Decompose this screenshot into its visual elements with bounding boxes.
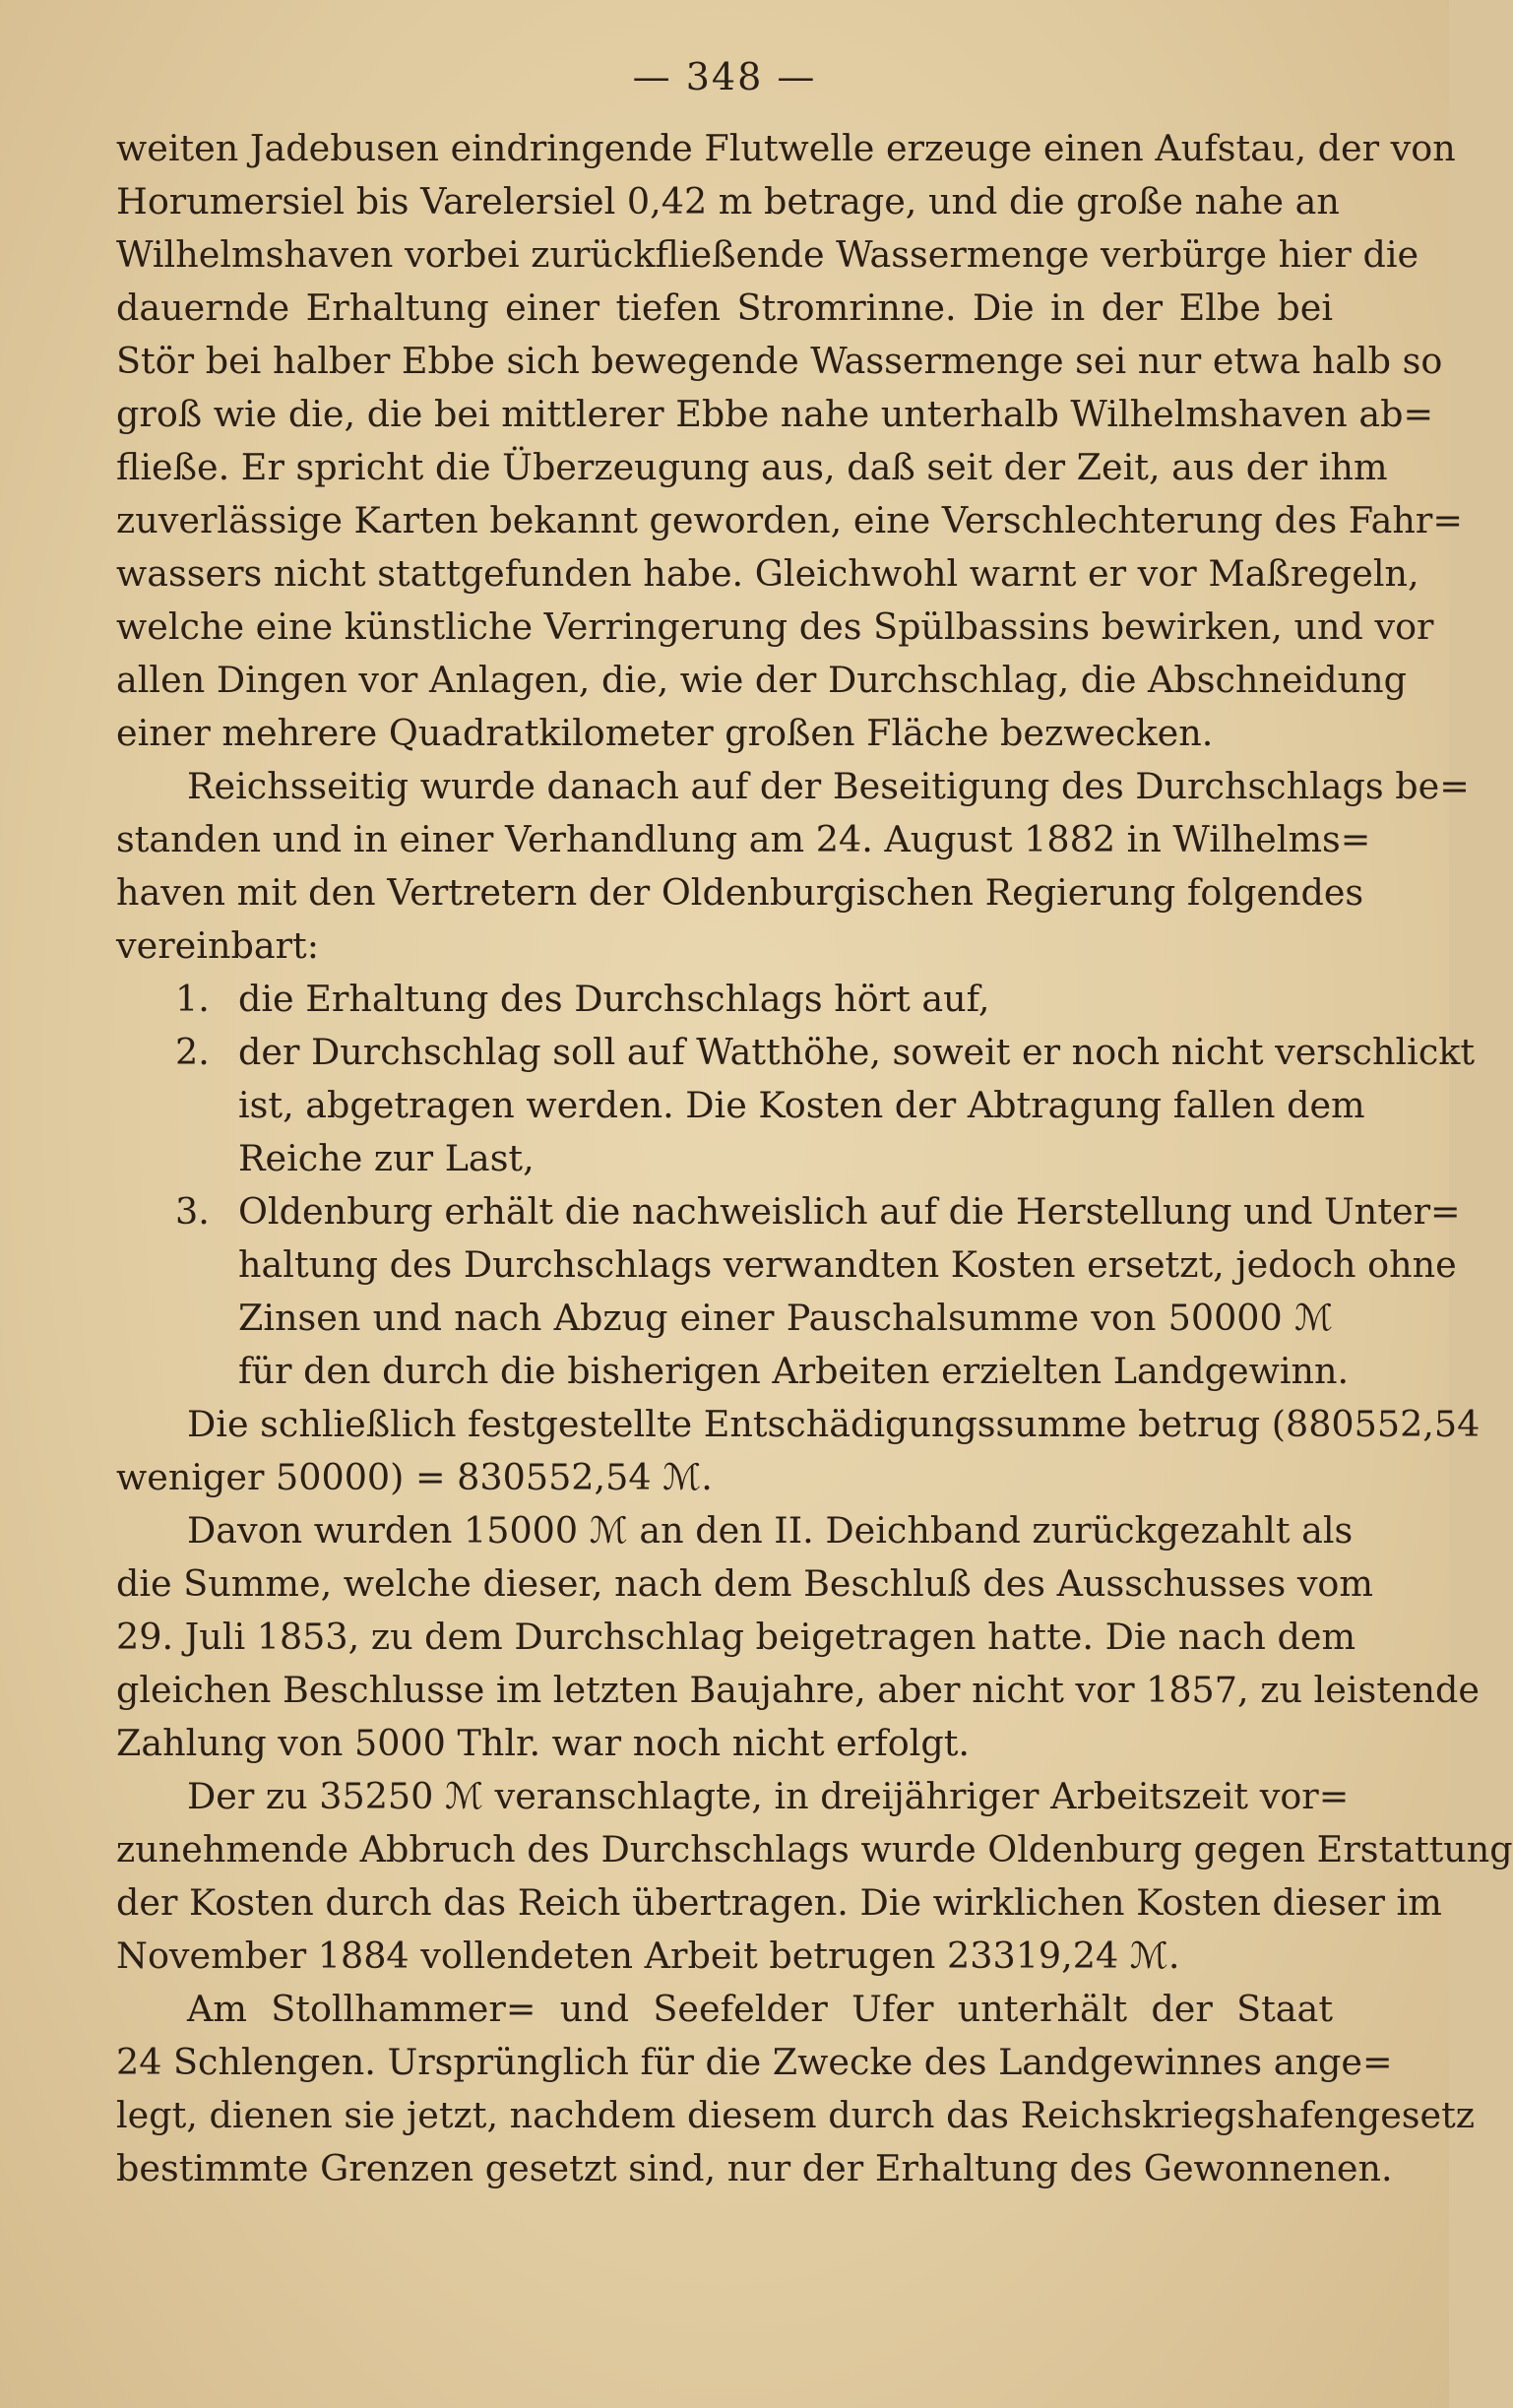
line-text: Reichsseitig wurde danach auf der Beseitigung des Durchschlags be= — [187, 765, 1470, 807]
line-text: einer mehrere Quadratkilometer großen Fläche bezwecken. — [116, 712, 1214, 754]
line-text: dauernde Erhaltung einer tiefen Stromrinne. Die in der Elbe bei — [116, 286, 1333, 329]
line-text: Oldenburg erhält die nachweislich auf die Herstellung und Unter= — [238, 1190, 1461, 1233]
line-text: die Erhaltung des Durchschlags hört auf, — [238, 978, 990, 1020]
text-line — [116, 1823, 1513, 1876]
line-text: wassers nicht stattgefunden habe. Gleichwohl warnt er vor Maßregeln, — [116, 552, 1419, 595]
line-text: gleichen Beschlusse im letzten Baujahre, aber nicht vor 1857, zu leistende — [116, 1669, 1480, 1711]
body-text — [116, 122, 1513, 2195]
text-line — [116, 388, 1434, 441]
text-line — [116, 1770, 1350, 1823]
text-line — [116, 1398, 1481, 1451]
text-line — [116, 1557, 1374, 1611]
list-number: 1. — [175, 978, 210, 1020]
text-line — [116, 1983, 1333, 2036]
text-line — [116, 1451, 1333, 1504]
text-line — [116, 1185, 1461, 1238]
line-text: Der zu 35250 ℳ veranschlagte, in dreijähriger Arbeitszeit vor= — [187, 1775, 1350, 1817]
text-line — [116, 1345, 1350, 1398]
line-text: haltung des Durchschlags verwandten Kosten ersetzt, jedoch ohne — [238, 1243, 1457, 1286]
text-line — [116, 813, 1371, 866]
text-line — [116, 2036, 1393, 2089]
line-text: zuverlässige Karten bekannt geworden, eine Verschlechterung des Fahr= — [116, 499, 1463, 541]
text-line — [116, 441, 1388, 494]
line-text: Reiche zur Last, — [238, 1137, 535, 1179]
text-line — [116, 547, 1419, 601]
text-line — [116, 1876, 1442, 1930]
line-text: standen und in einer Verhandlung am 24. August 1882 in Wilhelms= — [116, 818, 1371, 860]
line-text: Davon wurden 15000 ℳ an den II. Deichband zurückgezahlt als — [187, 1509, 1354, 1552]
line-text: 24 Schlengen. Ursprünglich für die Zwecke des Landgewinnes ange= — [116, 2041, 1393, 2083]
text-line — [116, 2142, 1393, 2195]
text-line — [116, 707, 1333, 760]
text-line — [116, 1238, 1457, 1292]
text-line — [116, 1930, 1333, 1983]
line-text: 29. Juli 1853, zu dem Durchschlag beigetragen hatte. Die nach dem — [116, 1616, 1356, 1658]
text-line — [116, 1292, 1333, 1345]
text-line — [116, 1611, 1356, 1664]
line-text: haven mit den Vertretern der Oldenburgischen Regierung folgendes — [116, 871, 1364, 914]
text-line — [116, 866, 1364, 919]
line-text: für den durch die bisherigen Arbeiten erzielten Landgewinn. — [238, 1350, 1350, 1392]
line-text: Stör bei halber Ebbe sich bewegende Wassermenge sei nur etwa halb so — [116, 340, 1443, 382]
line-text: der Kosten durch das Reich übertragen. Die wirklichen Kosten dieser im — [116, 1881, 1442, 1924]
list-number: 3. — [175, 1190, 210, 1233]
line-text: legt, dienen sie jetzt, nachdem diesem durch das Reichskriegshafengesetz — [116, 2094, 1476, 2136]
text-line — [116, 175, 1340, 228]
text-line — [116, 654, 1407, 707]
line-text: allen Dingen vor Anlagen, die, wie der Durchschlag, die Abschneidung — [116, 659, 1407, 701]
text-line — [116, 335, 1443, 388]
line-text: November 1884 vollendeten Arbeit betrugen 23319,24 ℳ. — [116, 1934, 1180, 1977]
text-line — [116, 122, 1456, 175]
text-line — [116, 1132, 1333, 1185]
line-text: zunehmende Abbruch des Durchschlags wurde Oldenburg gegen Erstattung — [116, 1828, 1513, 1870]
line-text: Horumersiel bis Varelersiel 0,42 m betrage, und die große nahe an — [116, 180, 1340, 222]
line-text: der Durchschlag soll auf Watthöhe, soweit er noch nicht verschlickt — [238, 1031, 1476, 1073]
line-text: ist, abgetragen werden. Die Kosten der Abtragung fallen dem — [238, 1084, 1365, 1126]
line-text: Wilhelmshaven vorbei zurückfließende Wassermenge verbürge hier die — [116, 233, 1419, 276]
text-line — [116, 2089, 1476, 2142]
line-text: welche eine künstliche Verringerung des Spülbassins bewirken, und vor — [116, 605, 1434, 648]
line-text: bestimmte Grenzen gesetzt sind, nur der Erhaltung des Gewonnenen. — [116, 2147, 1393, 2189]
line-text: vereinbart: — [116, 924, 319, 967]
line-text: fließe. Er spricht die Überzeugung aus, daß seit der Zeit, aus der ihm — [116, 446, 1388, 488]
page-number: — 348 — — [632, 55, 817, 98]
text-line — [116, 973, 1333, 1026]
list-number: 2. — [175, 1031, 210, 1073]
text-line — [116, 1664, 1480, 1717]
text-line — [116, 494, 1463, 547]
text-line — [116, 760, 1470, 813]
line-text: Zahlung von 5000 Thlr. war noch nicht erfolgt. — [116, 1722, 970, 1764]
text-line — [116, 282, 1333, 335]
text-line — [116, 1026, 1476, 1079]
text-line — [116, 1079, 1365, 1132]
line-text: Am Stollhammer= und Seefelder Ufer unterhält der Staat — [187, 1988, 1333, 2030]
text-line — [116, 1717, 1333, 1770]
text-line — [116, 1504, 1354, 1557]
line-text: Zinsen und nach Abzug einer Pauschalsumme von 50000 ℳ — [238, 1297, 1333, 1339]
line-text: weiten Jadebusen eindringende Flutwelle erzeuge einen Aufstau, der von — [116, 127, 1456, 169]
text-line — [116, 228, 1419, 282]
line-text: weniger 50000) = 830552,54 ℳ. — [116, 1456, 713, 1498]
text-line — [116, 919, 1333, 973]
text-line — [116, 601, 1434, 654]
line-text: groß wie die, die bei mittlerer Ebbe nahe unterhalb Wilhelmshaven ab= — [116, 393, 1434, 435]
line-text: die Summe, welche dieser, nach dem Beschluß des Ausschusses vom — [116, 1562, 1374, 1605]
line-text: Die schließlich festgestellte Entschädigungssumme betrug (880552,54 — [187, 1403, 1481, 1445]
